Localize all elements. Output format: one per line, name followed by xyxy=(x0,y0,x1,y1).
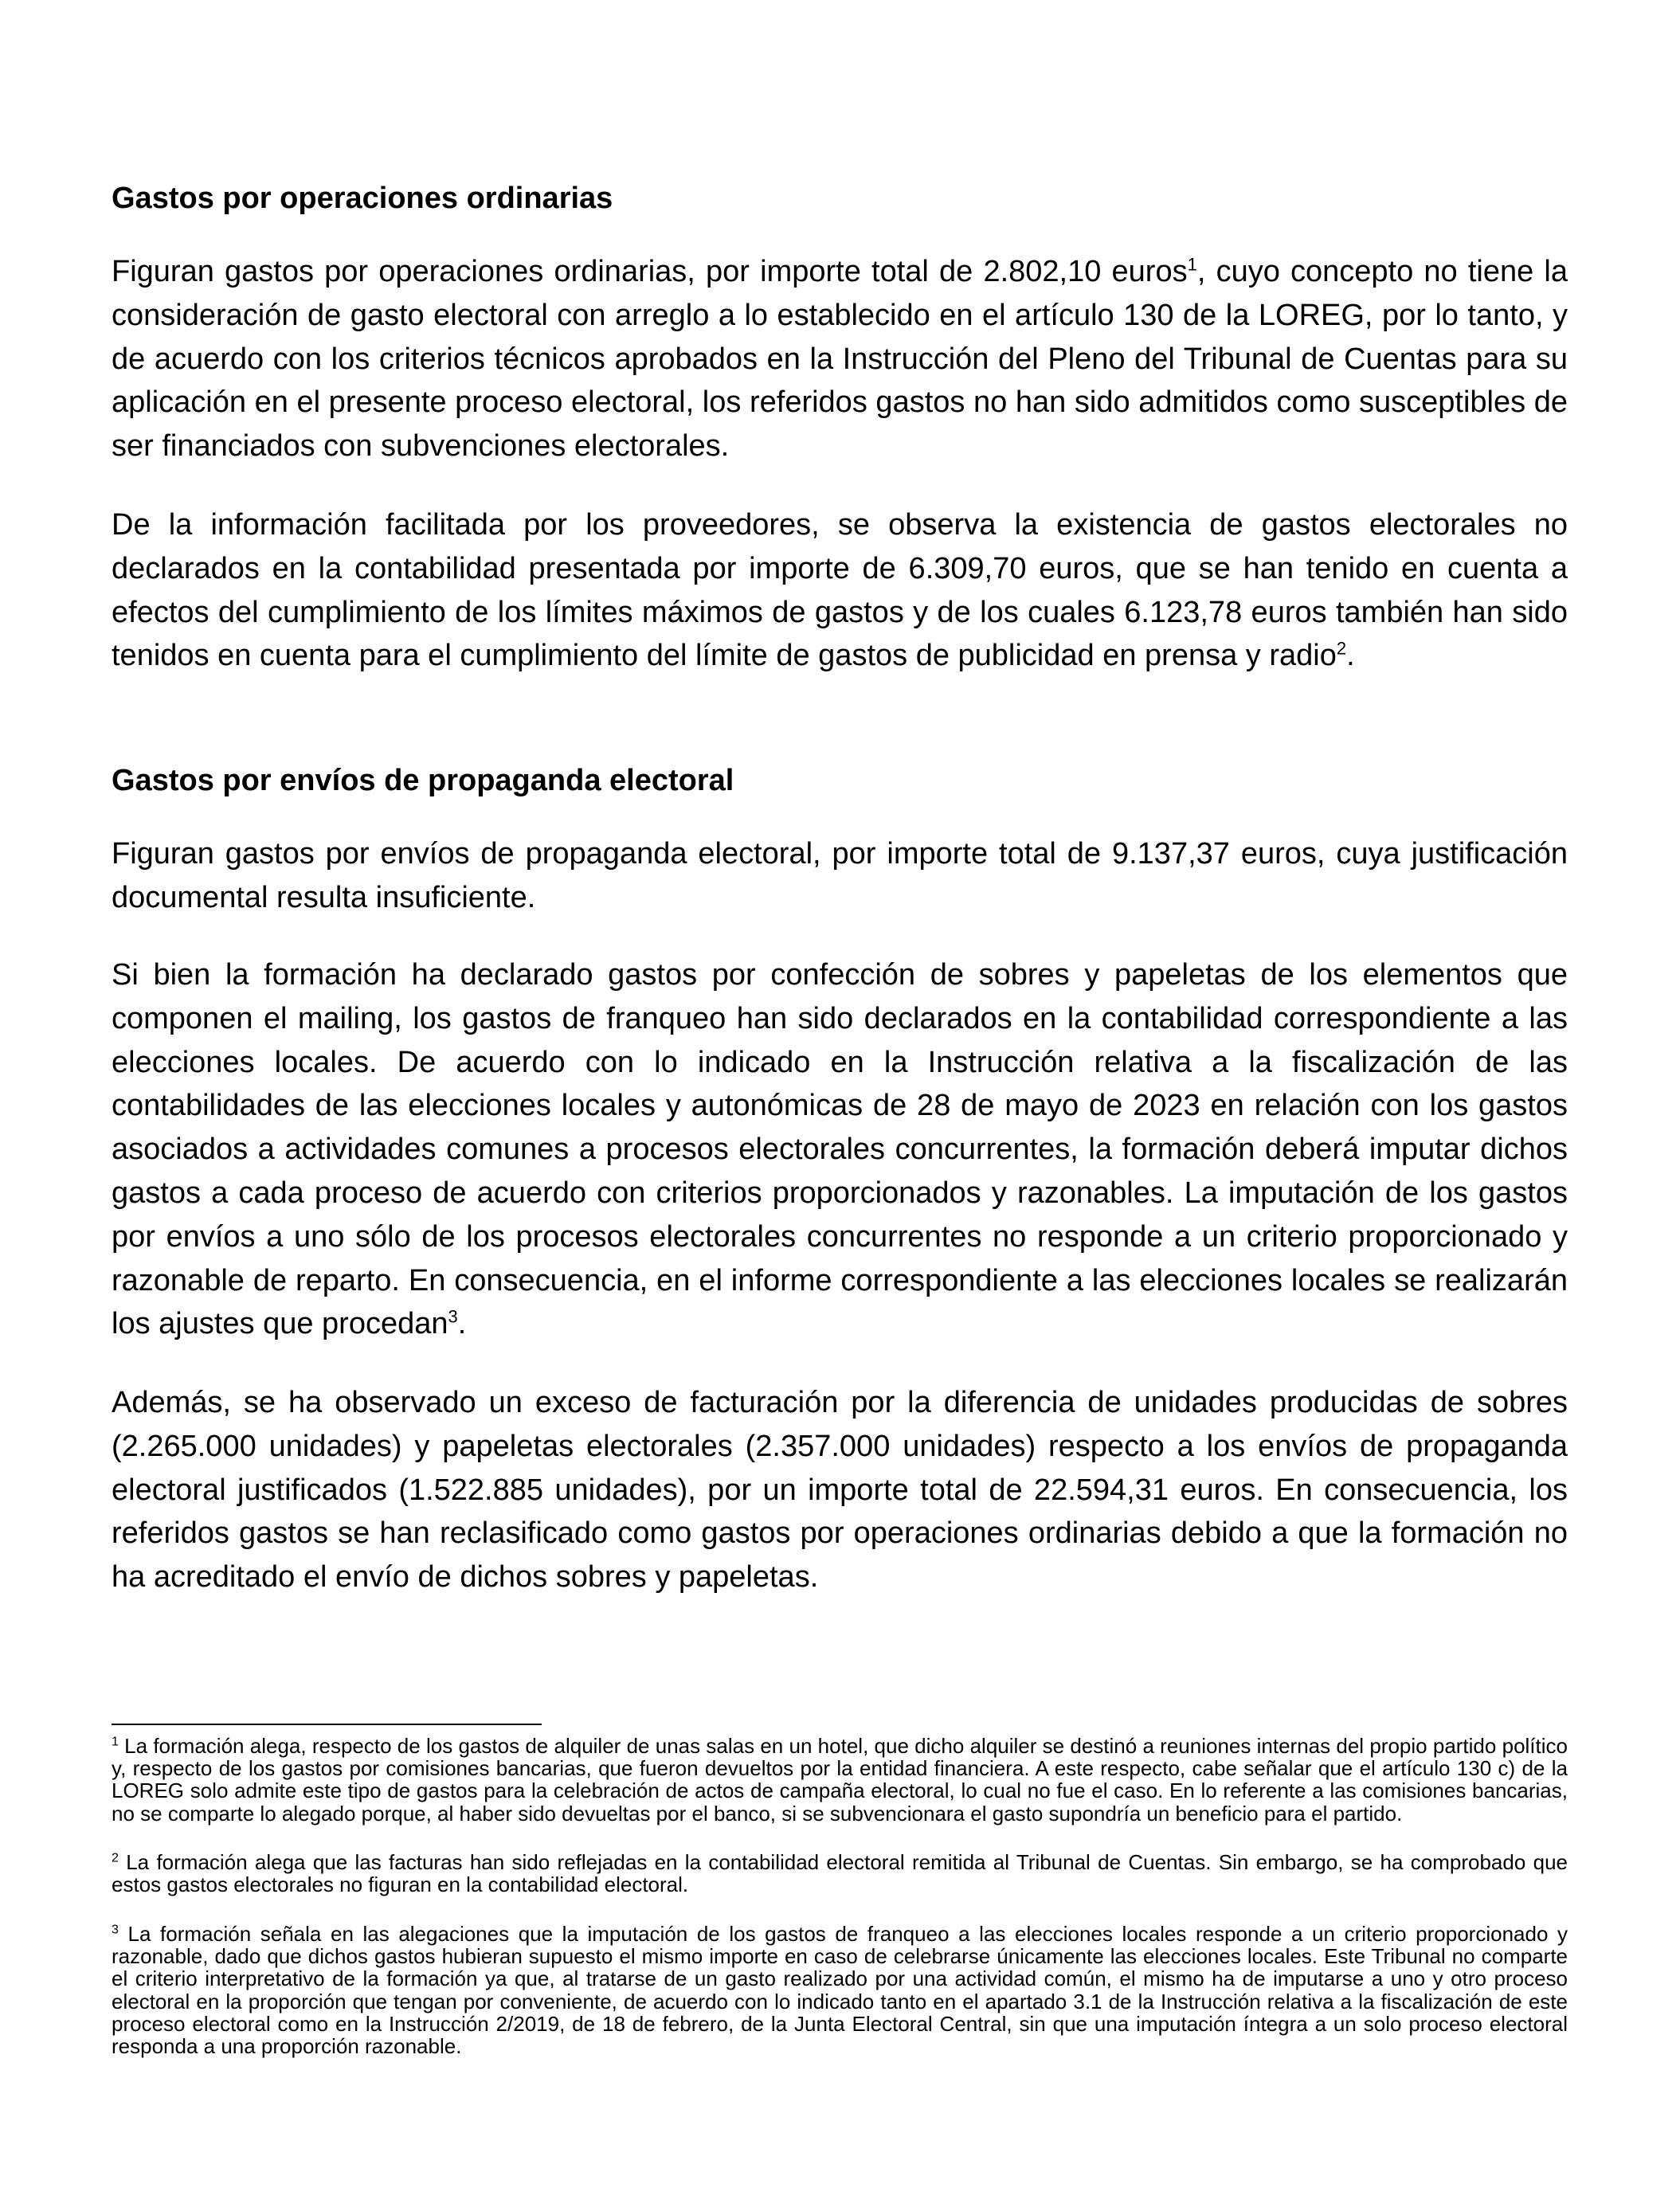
section-heading-propaganda-mailing: Gastos por envíos de propaganda electoral xyxy=(112,764,734,797)
footnote-number: 2 xyxy=(112,1851,119,1865)
paragraph-mailing-allocation xyxy=(112,953,1568,1346)
paragraph-text: Figuran gastos por operaciones ordinarias, por importe total de 2.802,10 euros xyxy=(112,255,1188,288)
footnote-3 xyxy=(112,1923,1568,2057)
footnote-number: 1 xyxy=(112,1735,119,1749)
paragraph-text: , cuyo concepto no tiene la consideración de gasto electoral con arreglo a lo establecido en el artículo 130 de la LOREG, por lo tanto, y de acuerdo con los criterios técnicos aprobados en la Instrucción del Pleno del Tribunal de Cuentas para su aplicación en el presente proceso electoral, los referidos gastos no han sido admitidos como susceptibles de ser financiados con subvenciones electorales. xyxy=(112,255,1568,464)
paragraph-excess-billing: Además, se ha observado un exceso de facturación por la diferencia de unidades producidas de sobres (2.265.000 unidades) y papeletas electorales (2.357.000 unidades) respecto a los envíos de propaganda electoral justificados (1.522.885 unidades), por un importe total de 22.594,31 euros. En consecuencia, los referidos gastos se han reclasificado como gastos por operaciones ordinarias debido a que la formación no ha acreditado el envío de dichos sobres y papeletas. xyxy=(112,1386,1568,1595)
paragraph-text: . xyxy=(457,1307,467,1341)
section-heading-ordinary-expenses: Gastos por operaciones ordinarias xyxy=(112,182,613,215)
paragraph-ordinary-expenses xyxy=(112,250,1568,468)
footnote-text: La formación señala en las alegaciones que la imputación de los gastos de franqueo a las elecciones locales responde a un criterio proporcionado y razonable, dado que dichos gastos hubieran supuesto el mismo importe en caso de celebrarse únicamente las elecciones locales. Este Tribunal no comparte el criterio interpretativo de la formación ya que, al tratarse de un gasto realizado por una actividad común, el mismo ha de imputarse a uno y otro proceso electoral en la proporción que tengan por conveniente, de acuerdo con lo indicado tanto en el apartado 3.1 de la Instrucción relativa a la fiscalización de este proceso electoral como en la Instrucción 2/2019, de 18 de febrero, de la Junta Electoral Central, sin que una imputación íntegra a un solo proceso electoral responda a una proporción razonable. xyxy=(112,1922,1568,2059)
paragraph-text: De la información facilitada por los proveedores, se observa la existencia de gastos electorales no declarados en la contabilidad presentada por importe de 6.309,70 euros, que se han tenido en cuenta a efectos del cumplimiento de los límites máximos de gastos y de los cuales 6.123,78 euros también han sido tenidos en cuenta para el cumplimiento del límite de gastos de publicidad en prensa y radio xyxy=(112,508,1568,673)
paragraph-text: . xyxy=(1346,639,1355,673)
footnote-reference-2[interactable]: 2 xyxy=(1336,638,1347,659)
paragraph-text: Si bien la formación ha declarado gastos por confección de sobres y papeletas de los elementos que componen el mailing, los gastos de franqueo han sido declarados en la contabilidad correspondiente a las elecciones locales. De acuerdo con lo indicado en la Instrucción relativa a la fiscalización de las contabilidades de las elecciones locales y autonómicas de 28 de mayo de 2023 en relación con los gastos asociados a actividades comunes a procesos electorales concurrentes, la formación deberá imputar dichos gastos a cada proceso de acuerdo con criterios proporcionados y razonables. La imputación de los gastos por envíos a uno sólo de los procesos electorales concurrentes no responde a un criterio proporcionado y razonable de reparto. En consecuencia, en el informe correspondiente a las elecciones locales se realizarán los ajustes que procedan xyxy=(112,958,1568,1341)
footnote-reference-3[interactable]: 3 xyxy=(448,1306,458,1327)
footnote-1 xyxy=(112,1735,1568,1825)
footnote-2 xyxy=(112,1851,1568,1896)
footnote-text: La formación alega que las facturas han sido reflejadas en la contabilidad electoral remitida al Tribunal de Cuentas. Sin embargo, se ha comprobado que estos gastos electorales no figuran en la contabilidad electoral. xyxy=(112,1850,1568,1897)
footnote-number: 3 xyxy=(112,1923,119,1937)
paragraph-undeclared-expenses xyxy=(112,503,1568,678)
paragraph-mailing-expenses: Figuran gastos por envíos de propaganda electoral, por importe total de 9.137,37 euros, cuya justificación documental resulta insuficiente. xyxy=(112,837,1568,914)
footnote-reference-1[interactable]: 1 xyxy=(1187,254,1197,275)
footnote-separator xyxy=(112,1724,542,1725)
footnote-text: La formación alega, respecto de los gastos de alquiler de unas salas en un hotel, que dicho alquiler se destinó a reuniones internas del propio partido político y, respecto de los gastos por comisiones bancarias, que fueron devueltos por la entidad financiera. A este respecto, cabe señalar que el artículo 130 c) de la LOREG solo admite este tipo de gastos para la celebración de actos de campaña electoral, lo cual no fue el caso. En lo referente a las comisiones bancarias, no se comparte lo alegado porque, al haber sido devueltas por el banco, si se subvencionara el gasto supondría un beneficio para el partido. xyxy=(112,1734,1568,1826)
